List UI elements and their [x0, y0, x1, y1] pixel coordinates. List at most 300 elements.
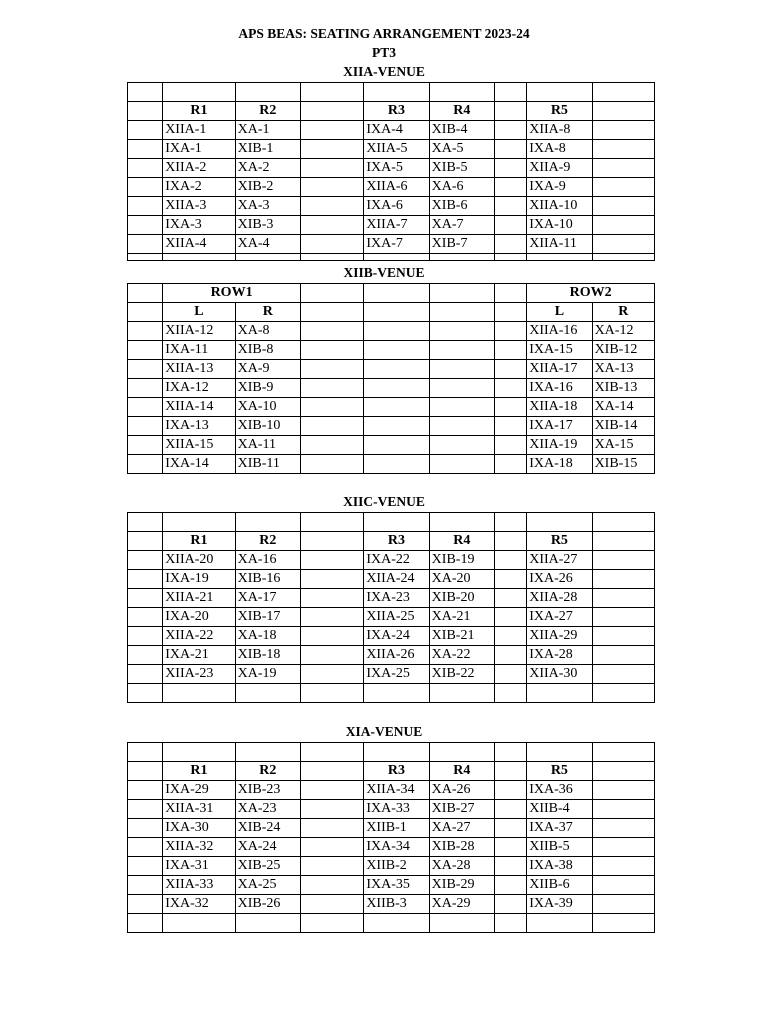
seat-cell	[592, 140, 654, 159]
seat-cell	[495, 551, 527, 570]
seat-cell	[128, 455, 163, 474]
seat-cell: IXA-6	[364, 197, 429, 216]
venue-title-xiia: XIIA-VENUE	[343, 64, 425, 79]
seat-cell: IXA-26	[527, 570, 592, 589]
seat-cell	[592, 197, 654, 216]
seat-cell	[592, 876, 654, 895]
seat-cell: XA-19	[235, 665, 300, 684]
seat-cell	[300, 646, 363, 665]
seat-cell: XIB-17	[235, 608, 300, 627]
seat-cell: XA-9	[235, 360, 300, 379]
seat-cell	[300, 781, 363, 800]
seat-cell: IXA-39	[527, 895, 592, 914]
column-header-cell: R2	[235, 532, 300, 551]
seat-cell: XIIA-32	[163, 838, 235, 857]
seating-row	[128, 197, 655, 216]
seat-cell	[128, 121, 163, 140]
seat-cell: IXA-19	[163, 570, 235, 589]
column-header-cell: R1	[163, 762, 235, 781]
seat-cell: IXA-16	[527, 379, 592, 398]
seat-cell	[364, 398, 429, 417]
seat-cell: XIIA-20	[163, 551, 235, 570]
seat-cell: IXA-3	[163, 216, 235, 235]
seat-cell: IXA-21	[163, 646, 235, 665]
seat-cell	[128, 551, 163, 570]
empty-cell	[592, 513, 654, 532]
seat-cell: XIIA-18	[527, 398, 592, 417]
seating-row	[128, 857, 655, 876]
seat-cell	[300, 876, 363, 895]
seat-cell: XIB-27	[429, 800, 494, 819]
seat-cell	[495, 646, 527, 665]
empty-cell	[527, 684, 592, 703]
seat-cell	[429, 436, 494, 455]
seat-cell	[300, 360, 363, 379]
seat-cell	[592, 646, 654, 665]
seat-cell	[592, 608, 654, 627]
seating-row	[128, 608, 655, 627]
column-header-cell: R4	[429, 762, 494, 781]
seat-cell	[429, 379, 494, 398]
seat-cell: XIB-8	[235, 341, 300, 360]
seat-cell	[128, 436, 163, 455]
seat-cell: IXA-10	[527, 216, 592, 235]
seat-cell: XIB-23	[235, 781, 300, 800]
seat-cell	[128, 608, 163, 627]
column-header-cell: L	[163, 303, 235, 322]
column-header-cell: R5	[527, 102, 592, 121]
column-header-cell: R3	[364, 532, 429, 551]
seat-cell	[592, 665, 654, 684]
empty-cell	[429, 254, 494, 261]
seat-cell: XA-24	[235, 838, 300, 857]
seat-cell: XIB-9	[235, 379, 300, 398]
seat-cell	[128, 665, 163, 684]
seat-cell	[495, 379, 527, 398]
seat-cell	[128, 159, 163, 178]
seating-row	[128, 819, 655, 838]
empty-cell	[128, 743, 163, 762]
seat-cell	[364, 455, 429, 474]
column-header-cell: R2	[235, 762, 300, 781]
empty-cell	[300, 684, 363, 703]
seat-cell	[495, 627, 527, 646]
seat-cell: XIIA-16	[527, 322, 592, 341]
empty-cell	[128, 914, 163, 933]
seat-cell	[364, 341, 429, 360]
seat-cell	[495, 608, 527, 627]
seat-cell: IXA-4	[364, 121, 429, 140]
seat-cell	[364, 379, 429, 398]
seat-cell	[128, 646, 163, 665]
seat-cell	[495, 360, 527, 379]
column-header-cell	[592, 102, 654, 121]
seat-cell	[128, 140, 163, 159]
empty-cell	[592, 684, 654, 703]
seat-cell	[592, 589, 654, 608]
seat-cell	[429, 322, 494, 341]
seat-cell: XIB-16	[235, 570, 300, 589]
column-header-row	[128, 762, 655, 781]
seat-cell: IXA-18	[527, 455, 592, 474]
seat-cell	[592, 781, 654, 800]
seat-cell	[128, 589, 163, 608]
seat-cell: XIIA-28	[527, 589, 592, 608]
seat-cell	[495, 895, 527, 914]
seat-cell: IXA-31	[163, 857, 235, 876]
seat-cell: XA-28	[429, 857, 494, 876]
seat-cell: XIIA-24	[364, 570, 429, 589]
seat-cell	[495, 322, 527, 341]
seating-row	[128, 838, 655, 857]
seat-cell: XIIA-7	[364, 216, 429, 235]
empty-cell	[364, 684, 429, 703]
seat-cell: XIB-7	[429, 235, 494, 254]
seat-cell	[300, 819, 363, 838]
empty-cell	[527, 254, 592, 261]
seat-cell: IXA-38	[527, 857, 592, 876]
seat-cell	[300, 121, 363, 140]
empty-cell	[527, 914, 592, 933]
seat-cell: XIIA-30	[527, 665, 592, 684]
seat-cell	[128, 398, 163, 417]
seat-cell	[300, 455, 363, 474]
empty-cell	[364, 83, 429, 102]
seat-cell: XIB-20	[429, 589, 494, 608]
seat-cell: XIB-14	[592, 417, 654, 436]
seating-row	[128, 646, 655, 665]
seat-cell	[592, 819, 654, 838]
seat-cell	[495, 197, 527, 216]
seat-cell	[592, 838, 654, 857]
seating-row	[128, 360, 655, 379]
seat-cell: XIB-4	[429, 121, 494, 140]
empty-cell	[300, 743, 363, 762]
seat-cell: IXA-37	[527, 819, 592, 838]
empty-cell	[128, 254, 163, 261]
empty-cell	[300, 254, 363, 261]
seat-cell: XIB-6	[429, 197, 494, 216]
seat-cell: XIIB-3	[364, 895, 429, 914]
seat-cell: XA-5	[429, 140, 494, 159]
seat-cell	[128, 341, 163, 360]
seating-row	[128, 159, 655, 178]
seat-cell	[128, 876, 163, 895]
document-subtitle: PT3	[371, 45, 396, 60]
seat-cell	[128, 838, 163, 857]
empty-cell	[495, 284, 527, 303]
seating-row	[128, 665, 655, 684]
column-header-cell: R5	[527, 762, 592, 781]
empty-cell	[128, 83, 163, 102]
empty-cell	[592, 743, 654, 762]
empty-cell	[300, 914, 363, 933]
empty-cell	[495, 914, 527, 933]
empty-cell	[495, 254, 527, 261]
seat-cell: XIIA-14	[163, 398, 235, 417]
seat-cell	[495, 121, 527, 140]
seat-cell	[364, 360, 429, 379]
column-header-row	[128, 303, 655, 322]
seat-cell	[495, 436, 527, 455]
seat-cell	[300, 857, 363, 876]
seat-cell	[495, 838, 527, 857]
empty-cell	[235, 513, 300, 532]
column-header-cell: R2	[235, 102, 300, 121]
empty-cell	[429, 284, 494, 303]
seat-cell: XA-23	[235, 800, 300, 819]
seat-cell: XIIB-6	[527, 876, 592, 895]
venue-title-xiib: XIIB-VENUE	[343, 265, 425, 280]
empty-cell	[163, 83, 235, 102]
seat-cell: XIB-1	[235, 140, 300, 159]
seating-table-xia	[127, 742, 655, 933]
seat-cell	[495, 819, 527, 838]
seat-cell: XIIA-2	[163, 159, 235, 178]
column-header-cell	[495, 532, 527, 551]
column-header-cell	[495, 102, 527, 121]
empty-cell	[364, 914, 429, 933]
seat-cell	[128, 570, 163, 589]
empty-cell	[495, 743, 527, 762]
seat-cell	[300, 398, 363, 417]
seat-cell: IXA-24	[364, 627, 429, 646]
seat-cell: IXA-22	[364, 551, 429, 570]
column-header-cell: R1	[163, 532, 235, 551]
seat-cell	[128, 379, 163, 398]
seat-cell	[429, 360, 494, 379]
seat-cell	[300, 322, 363, 341]
seat-cell: IXA-29	[163, 781, 235, 800]
seat-cell	[429, 341, 494, 360]
empty-cell	[429, 743, 494, 762]
seat-cell	[364, 436, 429, 455]
seat-cell: XIIB-1	[364, 819, 429, 838]
seat-cell	[592, 159, 654, 178]
seat-cell	[592, 800, 654, 819]
seat-cell	[592, 178, 654, 197]
empty-cell	[592, 83, 654, 102]
seat-cell: IXA-5	[364, 159, 429, 178]
seat-cell: XA-14	[592, 398, 654, 417]
column-header-cell	[300, 762, 363, 781]
seat-cell: XIIA-15	[163, 436, 235, 455]
seat-cell: IXA-30	[163, 819, 235, 838]
seat-cell: XIB-12	[592, 341, 654, 360]
column-header-cell	[128, 303, 163, 322]
seat-cell: XIB-18	[235, 646, 300, 665]
seat-cell: XIIA-19	[527, 436, 592, 455]
spacer-row	[128, 254, 655, 261]
seat-cell	[495, 857, 527, 876]
seat-cell: XA-17	[235, 589, 300, 608]
empty-cell	[235, 684, 300, 703]
seat-cell: XIIA-22	[163, 627, 235, 646]
seat-cell	[592, 235, 654, 254]
seat-cell: XA-27	[429, 819, 494, 838]
venue-title-xia: XIA-VENUE	[345, 724, 423, 739]
seat-cell	[495, 235, 527, 254]
column-header-cell: R1	[163, 102, 235, 121]
group-header-cell: ROW2	[527, 284, 655, 303]
seat-cell	[128, 235, 163, 254]
seating-row	[128, 589, 655, 608]
seat-cell: XIIA-8	[527, 121, 592, 140]
column-header-cell	[592, 762, 654, 781]
seating-table-xiib	[127, 283, 655, 474]
seat-cell	[495, 159, 527, 178]
seat-cell	[300, 379, 363, 398]
empty-cell	[163, 914, 235, 933]
group-header-cell: ROW1	[163, 284, 301, 303]
column-header-row	[128, 102, 655, 121]
seat-cell: XIIB-5	[527, 838, 592, 857]
column-header-cell	[495, 762, 527, 781]
seat-cell	[300, 570, 363, 589]
column-header-row	[128, 532, 655, 551]
venue-title-xiic: XIIC-VENUE	[343, 494, 425, 509]
column-header-cell	[128, 762, 163, 781]
empty-cell	[429, 513, 494, 532]
seat-cell: IXA-33	[364, 800, 429, 819]
seat-cell: XIIA-10	[527, 197, 592, 216]
seat-cell: XA-3	[235, 197, 300, 216]
seat-cell	[128, 781, 163, 800]
group-header-row	[128, 284, 655, 303]
seat-cell	[128, 895, 163, 914]
seat-cell	[300, 216, 363, 235]
seat-cell: XIIA-21	[163, 589, 235, 608]
seat-cell	[300, 551, 363, 570]
seat-cell: XIB-24	[235, 819, 300, 838]
empty-cell	[429, 914, 494, 933]
seat-cell: XIB-21	[429, 627, 494, 646]
seat-cell	[300, 895, 363, 914]
empty-cell	[300, 284, 363, 303]
seat-cell	[495, 417, 527, 436]
seat-cell: IXA-14	[163, 455, 235, 474]
seat-cell	[300, 235, 363, 254]
seat-cell	[429, 455, 494, 474]
seat-cell	[495, 140, 527, 159]
seat-cell	[429, 398, 494, 417]
seat-cell	[495, 781, 527, 800]
seating-row	[128, 455, 655, 474]
seat-cell	[429, 417, 494, 436]
seat-cell: XA-26	[429, 781, 494, 800]
seating-row	[128, 216, 655, 235]
empty-cell	[495, 513, 527, 532]
column-header-cell	[128, 532, 163, 551]
seating-table-xiia	[127, 82, 655, 261]
seat-cell	[495, 665, 527, 684]
empty-cell	[527, 513, 592, 532]
seat-cell: XA-15	[592, 436, 654, 455]
seat-cell	[128, 857, 163, 876]
seat-cell: XA-25	[235, 876, 300, 895]
empty-cell	[592, 914, 654, 933]
empty-cell	[235, 254, 300, 261]
seating-row	[128, 876, 655, 895]
seat-cell: XA-12	[592, 322, 654, 341]
seat-cell: XIIA-25	[364, 608, 429, 627]
column-header-cell: R5	[527, 532, 592, 551]
seat-cell	[128, 417, 163, 436]
seat-cell	[300, 197, 363, 216]
empty-cell	[300, 513, 363, 532]
seat-cell: XIB-3	[235, 216, 300, 235]
column-header-cell: R	[235, 303, 300, 322]
seat-cell: XIB-25	[235, 857, 300, 876]
seat-cell	[300, 608, 363, 627]
column-header-cell: R4	[429, 532, 494, 551]
seating-row	[128, 800, 655, 819]
seat-cell: XIB-2	[235, 178, 300, 197]
seating-row	[128, 121, 655, 140]
seat-cell: IXA-32	[163, 895, 235, 914]
seat-cell: XIB-22	[429, 665, 494, 684]
seat-cell	[300, 159, 363, 178]
seat-cell	[128, 627, 163, 646]
seat-cell	[495, 800, 527, 819]
column-header-cell: L	[527, 303, 592, 322]
seat-cell: IXA-23	[364, 589, 429, 608]
seat-cell: IXA-11	[163, 341, 235, 360]
seat-cell	[128, 197, 163, 216]
seat-cell: XIIA-12	[163, 322, 235, 341]
seat-cell: XIB-28	[429, 838, 494, 857]
seat-cell: XA-20	[429, 570, 494, 589]
seat-cell: XIIA-27	[527, 551, 592, 570]
seat-cell: XA-10	[235, 398, 300, 417]
seating-row	[128, 551, 655, 570]
seat-cell: XIIB-4	[527, 800, 592, 819]
seat-cell: XIIA-29	[527, 627, 592, 646]
seat-cell: XA-22	[429, 646, 494, 665]
seat-cell	[364, 417, 429, 436]
seat-cell	[495, 178, 527, 197]
seat-cell	[495, 589, 527, 608]
seat-cell	[128, 360, 163, 379]
seat-cell	[300, 417, 363, 436]
seat-cell	[495, 570, 527, 589]
column-header-cell	[592, 532, 654, 551]
column-header-cell	[429, 303, 494, 322]
seat-cell: IXA-8	[527, 140, 592, 159]
column-header-cell	[300, 102, 363, 121]
empty-cell	[163, 743, 235, 762]
empty-cell	[163, 513, 235, 532]
column-header-cell	[300, 532, 363, 551]
column-header-cell	[128, 102, 163, 121]
seat-cell: XA-2	[235, 159, 300, 178]
spacer-row	[128, 83, 655, 102]
seat-cell: XIIB-2	[364, 857, 429, 876]
document-title: APS BEAS: SEATING ARRANGEMENT 2023-24	[238, 26, 530, 41]
seat-cell: IXA-36	[527, 781, 592, 800]
seat-cell: XIIA-13	[163, 360, 235, 379]
seating-row	[128, 379, 655, 398]
seating-row	[128, 417, 655, 436]
seat-cell: XIIA-11	[527, 235, 592, 254]
seat-cell	[128, 819, 163, 838]
seat-cell: IXA-9	[527, 178, 592, 197]
seat-cell: XIIA-3	[163, 197, 235, 216]
seating-row	[128, 341, 655, 360]
seat-cell: XIB-26	[235, 895, 300, 914]
seat-cell	[495, 876, 527, 895]
seat-cell	[592, 627, 654, 646]
